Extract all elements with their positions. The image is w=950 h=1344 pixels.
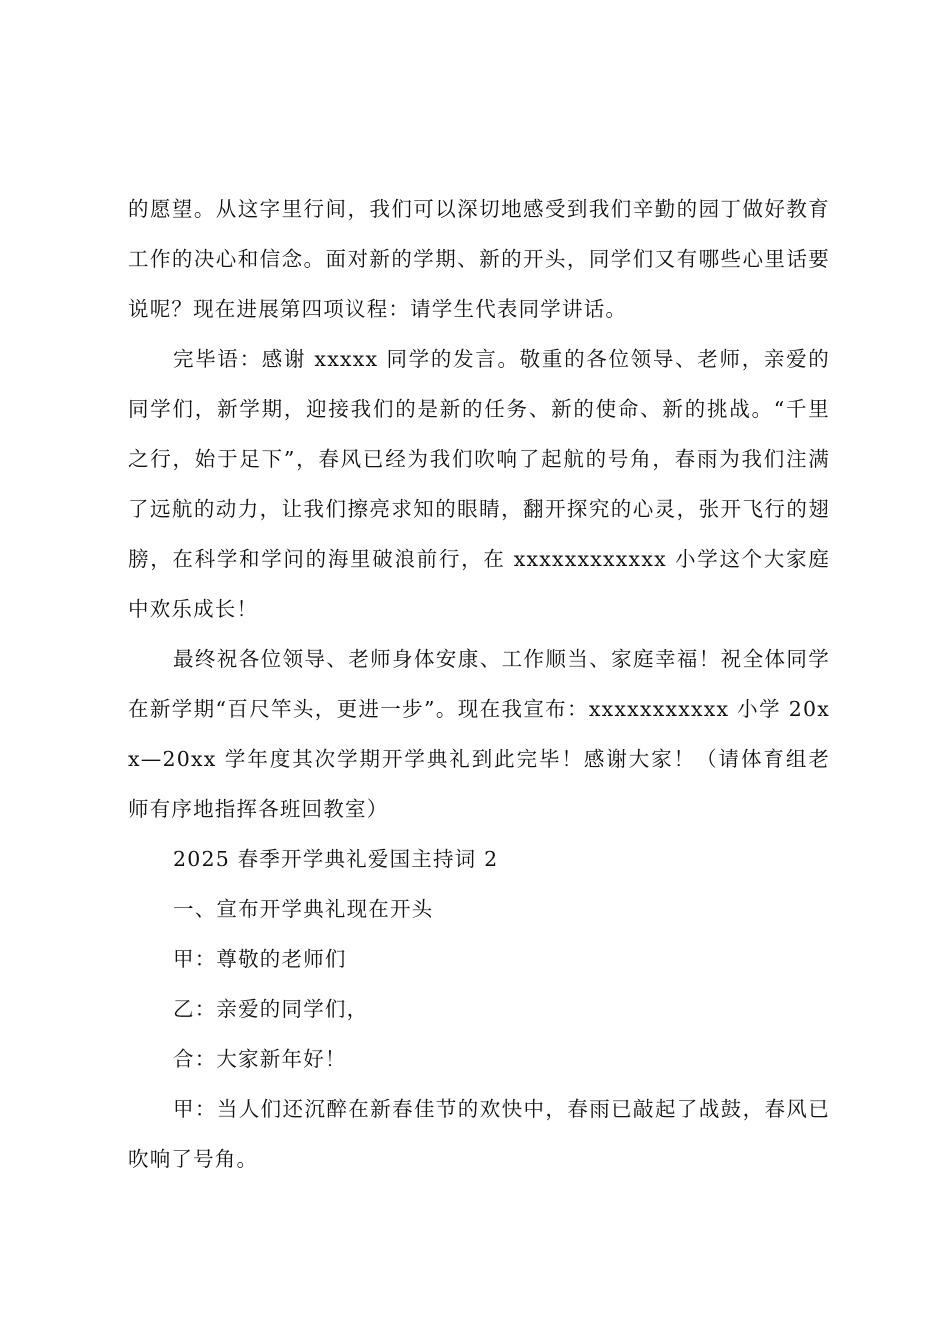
agenda-item: 一、宣布开学典礼现在开头 <box>173 897 434 921</box>
paragraph-final-wishes: 最终祝各位领导、老师身体安康、工作顺当、家庭幸福！祝全体同学在新学期“百尺竿头，更进一步”。现在我宣布：xxxxxxxxxxx 小学 20xx—20xx 学年度其次学期开学典礼到此完毕！感谢大家！（请体育组老师有序地指挥各班回教室） <box>128 647 831 821</box>
section-heading: 2025 春季开学典礼爱国主持词 2 <box>173 847 499 871</box>
dialogue-line-jia: 甲：尊敬的老师们 <box>173 947 347 971</box>
dialogue-line-yi: 乙：亲爱的同学们， <box>173 997 369 1021</box>
paragraph-continuation: 的愿望。从这字里行间，我们可以深切地感受到我们辛勤的园丁做好教育工作的决心和信念。面对新的学期、新的开头，同学们又有哪些心里话要说呢？现在进展第四项议程：请学生代表同学讲话。 <box>128 197 830 321</box>
paragraph-closing-remarks: 完毕语：感谢 xxxxx 同学的发言。敬重的各位领导、老师，亲爱的同学们，新学期，迎接我们的是新的任务、新的使命、新的挑战。“千里之行，始于足下”，春风已经为我们吹响了起航的号角，春雨为我们注满了远航的动力，让我们擦亮求知的眼睛，翻开探究的心灵，张开飞行的翅膀，在科学和学问的海里破浪前行，在 xxxxxxxxxxxx 小学这个大家庭中欢乐成长！ <box>128 347 830 621</box>
dialogue-line-jia-2: 甲：当人们还沉醉在新春佳节的欢快中，春雨已敲起了战鼓，春风已吹响了号角。 <box>128 1097 830 1171</box>
document-body <box>128 184 830 1184</box>
dialogue-line-together: 合：大家新年好！ <box>173 1047 347 1071</box>
